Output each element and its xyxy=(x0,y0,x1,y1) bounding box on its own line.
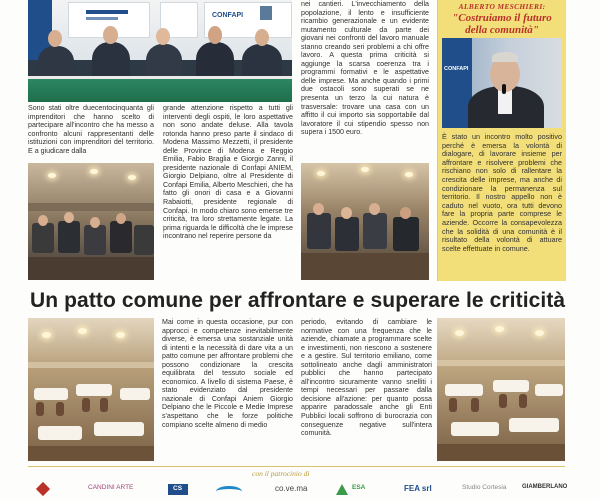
quote-body: È stato un incontro molto positivo perché è emersa la volontà di dialogare, di lavorare insieme per affrontare e risolvere problemi che rischiano non solo di rallentare la crescita delle imprese, ma anche di condizionare la permanenza sul territorio. Il nostro appello non è caduto nel vuoto, ora tutti devono fare la propria parte comprese le aziende. Occorre la consapevolezza che la solidità di una comunità è il risultato della volontà di attuare scelte effettuate in comune. xyxy=(442,132,562,253)
sponsor-logo-arc xyxy=(216,486,242,497)
sponsor-logo-5: ESA xyxy=(352,484,366,491)
meschieri-portrait xyxy=(442,38,562,128)
main-headline: Un patto comune per affrontare e superare le criticità xyxy=(30,289,566,312)
article-column-2: periodo, evitando di cambiare le normative con una frequenza che le aziende, chiamate a programmare scelte e investimenti, non riescono a sostenere e a gestire. Sul territorio emiliano, come sottolineato anche dagli amministratori pubblici che hanno partecipato all'incontro sicuramente vanno snelliti i tempi necessari per passare dalla decisione all'azione: per quanto possa apparire paradossale anche gli Enti Pubblici locali soffrono di burocrazia con conseguenze negative sull'intera comunità. xyxy=(301,318,432,438)
quote-title: "Costruiamo il futuro della comunità" xyxy=(452,12,552,36)
sponsor-logo-6: FEA srl xyxy=(404,484,432,493)
audience-photo-center xyxy=(301,163,429,280)
sponsor-logo-8: GIAMBERLANO xyxy=(522,484,568,490)
sponsor-logo-7: Studio Cortesia xyxy=(462,484,507,491)
audience-photo-left xyxy=(28,163,154,280)
article-column-1: Mai come in questa occasione, pur con approcci e competenze inevitabilmente diverse, è emersa una sostanziale unità di intenti e la necessità di dare vita a un patto comune per affrontare problemi che possono condizionare la crescita equilibrata del tessuto sociale ed economico. A livello di sistema Paese, è stato evidenziato dal presidente nazionale di Confapi Aniem Giorgio Delpiano che le Piccole e Medie Imprese s'aspettano che le forze politiche compiano scelte almeno di medio xyxy=(162,318,293,429)
sponsor-logo-4: co.ve.ma xyxy=(275,484,308,493)
dinner-photo-right xyxy=(437,318,565,461)
dinner-photo-left xyxy=(28,318,154,461)
sponsor-rule xyxy=(28,466,565,467)
intro-column-3: nei cantieri. L'invecchiamento della popolazione, il lento e insufficiente ricambio generazionale e un evidente mutamento culturale da parte dei giovani nei confronti del lavoro manuale stanno creando seri problemi a chi offre lavoro. A questa prima criticità si aggiunge la scarsa coerenza tra i programmi formativi e le aspettative delle imprese. Ma anche quando i primi due ostacoli sono superati se ne presenta un terzo la cui natura è trasversale: trovare una casa con un affitto il cui importo sia sopportabile dal lavoratore il cui stipendio spesso non supera i 1500 euro. xyxy=(301,0,429,137)
intro-column-1: Sono stati oltre duecentocinquanta gli imprenditori che hanno scelto di partecipare all'incontro che ha messo a confronto alcuni rappresentanti delle istituzioni con imprenditori del territorio. E a giudicare dalla xyxy=(28,104,154,155)
green-table xyxy=(28,76,292,102)
sponsor-logo-emblem xyxy=(36,482,50,496)
intro-column-2: grande attenzione rispetto a tutti gli interventi degli ospiti, le loro aspettative non sono andate deluse. Alla tavola rotonda hanno preso parte il sindaco di Modena Massimo Mezzetti, il presidente delle Province di Modena e Reggio Emilia, Fabio Braglia e Giorgio Zanni, il presidente nazionale di Confapi ANIEM, Giorgio Delpiano, oltre al Presidente di Confapi Emilia, Alberto Meschieri, che ha fatto gli onori di casa e a Giovanni Rabaiotti, presidente regionale di Confapi. In modo chiaro sono emerse tre criticità, tra loro strettamente legate. La prima riguarda le difficoltà che le imprese incontrano nel reperire persone da xyxy=(163,104,293,241)
quote-box xyxy=(437,0,566,281)
sponsor-caption: con il patrocinio di xyxy=(252,469,310,478)
sponsor-logo-2: CS xyxy=(173,485,183,492)
sponsor-logo-1: CANDINI ARTE xyxy=(88,484,134,491)
quote-name: ALBERTO MESCHIERI: xyxy=(458,2,546,11)
banner-logo: CONFAPI xyxy=(212,12,244,19)
panel-photo xyxy=(28,0,292,102)
sponsor-logo-esa-mark xyxy=(336,484,348,495)
portrait-logo: CONFAPI xyxy=(444,66,469,72)
